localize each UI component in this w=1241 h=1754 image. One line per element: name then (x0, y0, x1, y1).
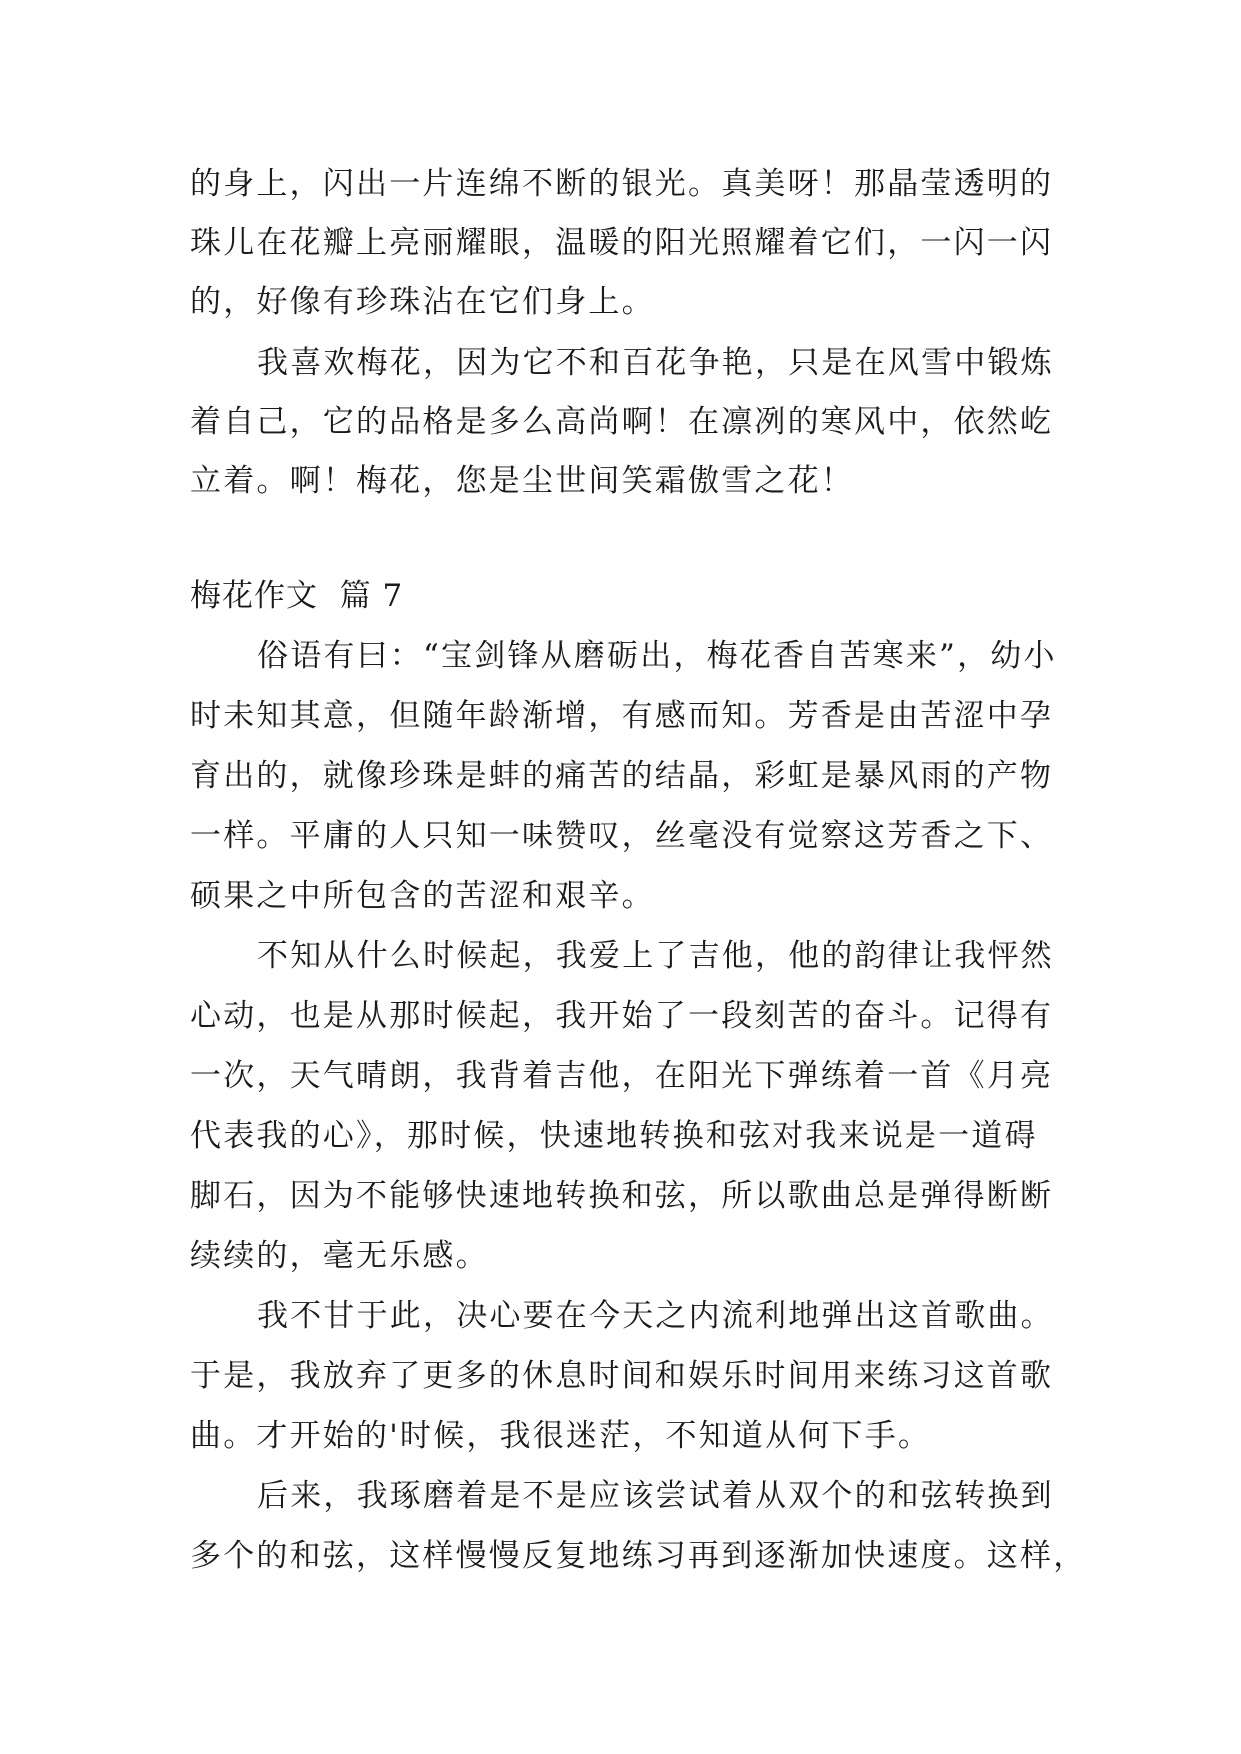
text-line: 一样。平庸的人只知一味赞叹，丝毫没有觉察这芳香之下、 (190, 818, 1054, 854)
text-line: 育出的，就像珍珠是蚌的痛苦的结晶，彩虹是暴风雨的产物 (190, 758, 1054, 794)
text-line: 脚石，因为不能够快速地转换和弦，所以歌曲总是弹得断断 (190, 1178, 1054, 1214)
text-line: 我喜欢梅花，因为它不和百花争艳，只是在风雪中锻炼 (257, 345, 1054, 381)
text-line: 硕果之中所包含的苦涩和艰辛。 (190, 878, 655, 914)
text-line: 代表我的心》，那时候，快速地转换和弦对我来说是一道碍 (190, 1118, 1038, 1154)
text-line: 不知从什么时候起，我爱上了吉他，他的韵律让我怦然 (257, 938, 1054, 974)
text-line: 曲。才开始的'时候，我很迷茫，不知道从何下手。 (190, 1418, 932, 1454)
text-line: 多个的和弦，这样慢慢反复地练习再到逐渐加快速度。这样， (190, 1538, 1087, 1574)
text-line: 珠儿在花瓣上亮丽耀眼，温暖的阳光照耀着它们，一闪一闪 (190, 225, 1054, 261)
text-line: 心动，也是从那时候起，我开始了一段刻苦的奋斗。记得有 (190, 998, 1054, 1034)
text-line: 俗语有曰：“宝剑锋从磨砺出，梅花香自苦寒来”，幼小 (257, 638, 1057, 674)
text-line: 立着。啊！梅花，您是尘世间笑霜傲雪之花！ (190, 463, 854, 499)
text-line: 一次，天气晴朗，我背着吉他，在阳光下弹练着一首《月亮 (190, 1058, 1054, 1094)
text-line: 后来，我琢磨着是不是应该尝试着从双个的和弦转换到 (257, 1478, 1054, 1514)
text-line: 我不甘于此，决心要在今天之内流利地弹出这首歌曲。 (257, 1298, 1054, 1334)
text-line: 时未知其意，但随年龄渐增，有感而知。芳香是由苦涩中孕 (190, 698, 1054, 734)
text-line: 续续的，毫无乐感。 (190, 1238, 489, 1274)
text-line: 的，好像有珍珠沾在它们身上。 (190, 284, 655, 320)
section-heading: 梅花作文 篇 7 (190, 578, 404, 614)
text-line: 的身上，闪出一片连绵不断的银光。真美呀！那晶莹透明的 (190, 166, 1054, 202)
text-line: 着自己，它的品格是多么高尚啊！在凛冽的寒风中，依然屹 (190, 404, 1054, 440)
text-line: 于是，我放弃了更多的休息时间和娱乐时间用来练习这首歌 (190, 1358, 1054, 1394)
